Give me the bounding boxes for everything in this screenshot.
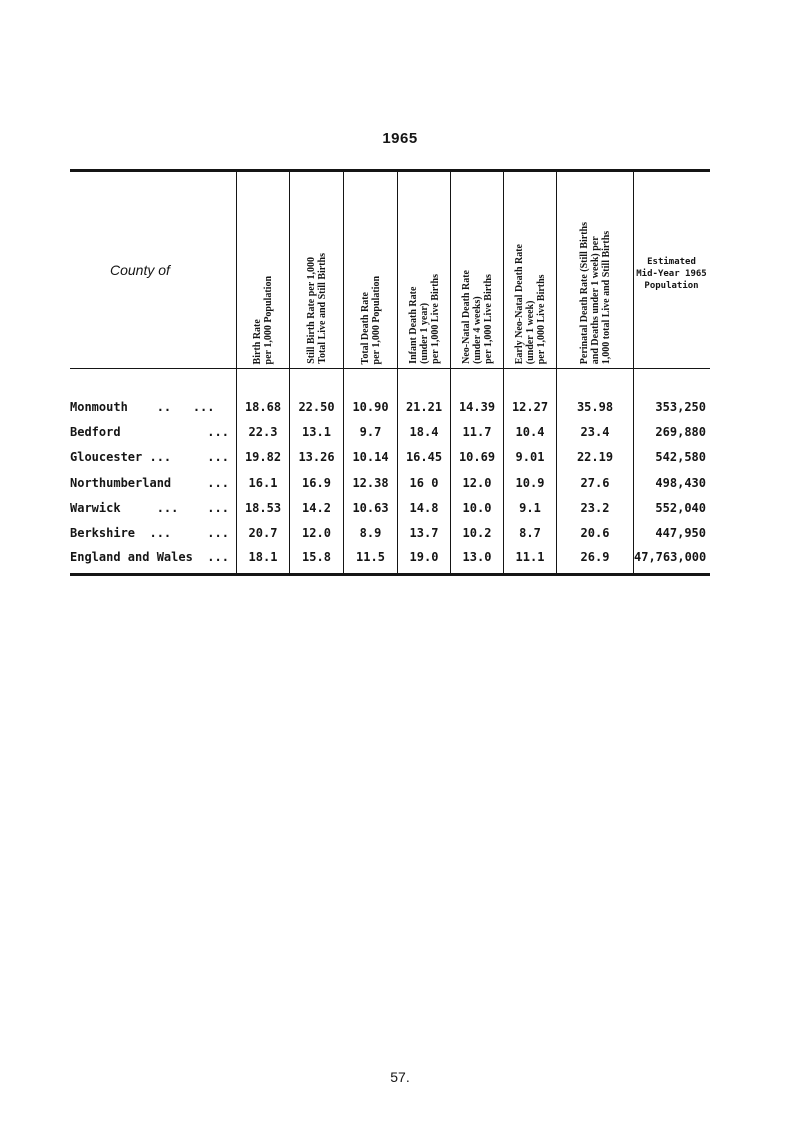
- infant-death-rate: 19.0: [409, 550, 439, 564]
- table-row: [70, 550, 710, 572]
- table-header-rule: [70, 368, 710, 369]
- early-neo-natal-death-rate: 9.01: [515, 450, 545, 464]
- total-death-rate: 10.14: [352, 450, 389, 464]
- neo-natal-death-rate: 10.2: [462, 526, 492, 540]
- neo-natal-death-rate: 10.0: [462, 501, 492, 515]
- total-death-rate: 11.5: [356, 550, 385, 564]
- still-birth-rate: 12.0: [302, 526, 331, 540]
- county-column-header: County of: [110, 262, 170, 278]
- infant-death-rate: 14.8: [409, 501, 439, 515]
- table-row: [70, 450, 710, 472]
- table-top-rule: [70, 169, 710, 172]
- birth-rate: 18.68: [244, 400, 282, 414]
- neo-natal-death-rate: 11.7: [462, 425, 492, 439]
- early-neo-natal-death-rate: 10.9: [515, 476, 545, 490]
- county-name: Warwick ... ...: [70, 501, 229, 515]
- still-birth-rate-header: Still Birth Rate per 1,000 Total Live and Still Births: [305, 253, 328, 364]
- total-death-rate: 10.63: [352, 501, 389, 515]
- population: 47,763,000: [634, 550, 707, 564]
- estimated-population-header: Estimated Mid-Year 1965 Population: [636, 257, 707, 291]
- early-neo-natal-death-rate: 10.4: [515, 425, 545, 439]
- perinatal-death-rate: 27.6: [580, 476, 610, 490]
- still-birth-rate: 16.9: [302, 476, 331, 490]
- infant-death-rate: 18.4: [409, 425, 439, 439]
- birth-rate: 18.1: [248, 550, 278, 564]
- early-neo-natal-death-rate: 11.1: [515, 550, 545, 564]
- population: 498,430: [655, 476, 706, 490]
- total-death-rate-header: Total Death Rate per 1,000 Population: [359, 275, 382, 364]
- perinatal-death-rate: 35.98: [576, 400, 614, 414]
- table-row: [70, 400, 710, 422]
- population: 353,250: [655, 400, 706, 414]
- infant-death-rate: 16.45: [405, 450, 443, 464]
- county-name: Berkshire ... ...: [70, 526, 229, 540]
- birth-rate: 20.7: [248, 526, 278, 540]
- table-row: [70, 425, 710, 447]
- page-number: 57.: [390, 1069, 410, 1085]
- page-year: 1965: [382, 130, 418, 147]
- neo-natal-death-rate: 10.69: [458, 450, 496, 464]
- still-birth-rate: 13.26: [298, 450, 335, 464]
- still-birth-rate: 14.2: [302, 501, 331, 515]
- infant-death-rate: 13.7: [409, 526, 439, 540]
- perinatal-death-rate: 22.19: [576, 450, 614, 464]
- population: 552,040: [655, 501, 706, 515]
- early-neo-natal-death-rate-header: Early Neo-Natal Death Rate (under 1 week) per 1,000 Live Births: [513, 243, 547, 364]
- still-birth-rate: 22.50: [298, 400, 335, 414]
- population: 447,950: [655, 526, 706, 540]
- perinatal-death-rate: 23.4: [580, 425, 610, 439]
- infant-death-rate: 21.21: [405, 400, 443, 414]
- early-neo-natal-death-rate: 12.27: [511, 400, 549, 414]
- county-name: England and Wales ...: [70, 550, 229, 564]
- perinatal-death-rate: 23.2: [580, 501, 610, 515]
- county-name: Monmouth .. ...: [70, 400, 215, 414]
- birth-rate: 19.82: [244, 450, 282, 464]
- population: 269,880: [655, 425, 706, 439]
- total-death-rate: 9.7: [359, 425, 382, 439]
- neo-natal-death-rate: 12.0: [462, 476, 492, 490]
- table-row: [70, 526, 710, 548]
- total-death-rate: 8.9: [359, 526, 382, 540]
- birth-rate: 16.1: [248, 476, 278, 490]
- population: 542,580: [655, 450, 706, 464]
- birth-rate-header: Birth Rate per 1,000 Population: [252, 275, 274, 364]
- infant-death-rate: 16 0: [409, 476, 439, 490]
- table-row: [70, 476, 710, 498]
- still-birth-rate: 13.1: [302, 425, 331, 439]
- neo-natal-death-rate-header: Neo-Natal Death Rate (under 4 weeks) per 1,000 Live Births: [460, 270, 494, 364]
- perinatal-death-rate-header: Perinatal Death Rate (Still Births and Deaths under 1 week) per 1,000 total Live and Still Births: [578, 221, 612, 364]
- perinatal-death-rate: 26.9: [580, 550, 610, 564]
- total-death-rate: 10.90: [352, 400, 389, 414]
- total-death-rate: 12.38: [352, 476, 389, 490]
- county-name: Northumberland ...: [70, 476, 229, 490]
- early-neo-natal-death-rate: 9.1: [519, 501, 541, 515]
- still-birth-rate: 15.8: [302, 550, 331, 564]
- birth-rate: 18.53: [244, 501, 282, 515]
- table-row: [70, 501, 710, 523]
- county-name: Gloucester ... ...: [70, 450, 229, 464]
- infant-death-rate-header: Infant Death Rate (under 1 year) per 1,000 Live Births: [407, 274, 441, 364]
- neo-natal-death-rate: 14.39: [458, 400, 496, 414]
- county-name: Bedford ...: [70, 425, 229, 439]
- birth-rate: 22.3: [248, 425, 278, 439]
- neo-natal-death-rate: 13.0: [462, 550, 492, 564]
- perinatal-death-rate: 20.6: [580, 526, 610, 540]
- early-neo-natal-death-rate: 8.7: [519, 526, 541, 540]
- table-bottom-rule: [70, 573, 710, 576]
